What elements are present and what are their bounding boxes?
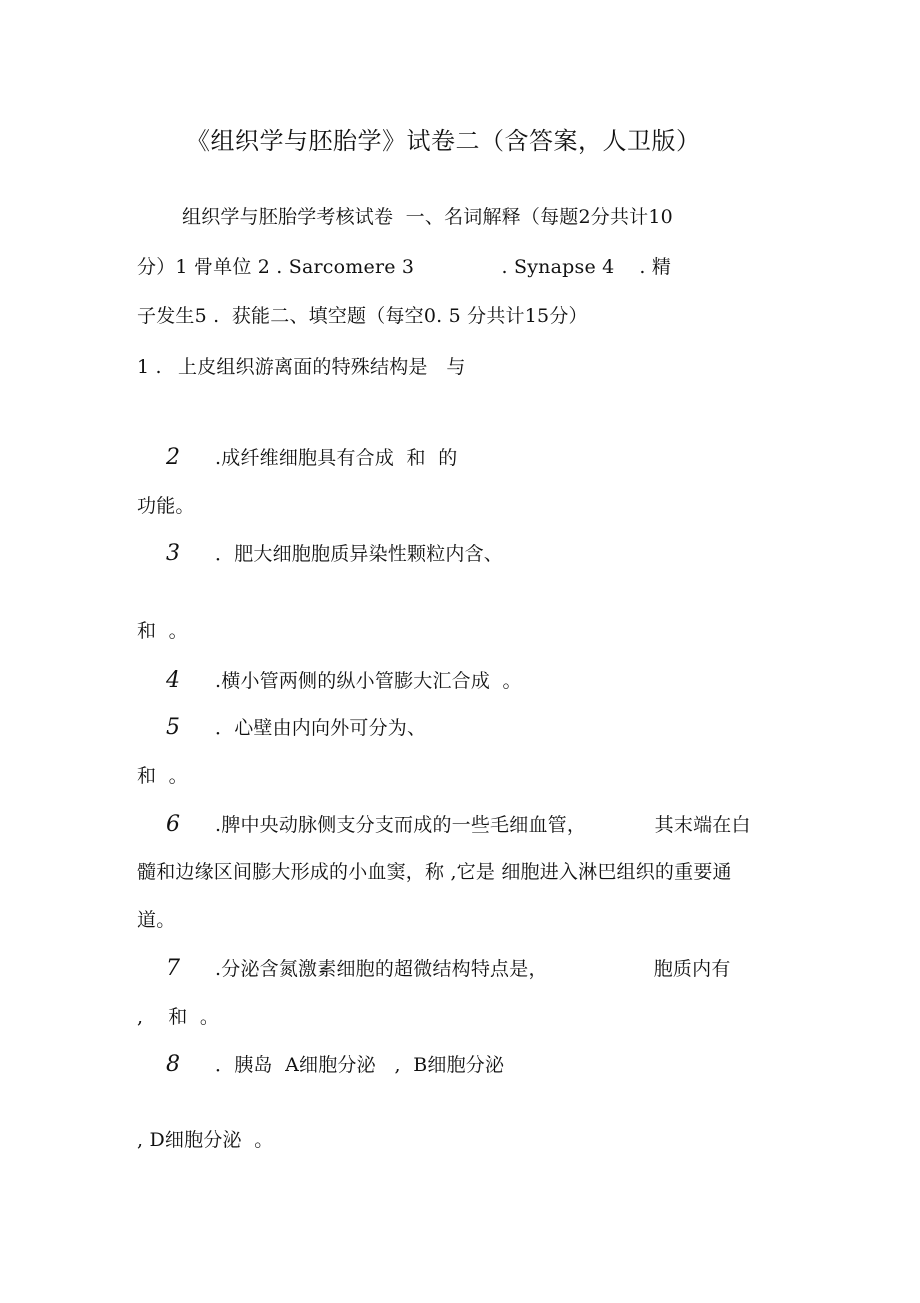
page-title: 《组织学与胚胎学》试卷二（含答案，人卫版） xyxy=(186,127,701,155)
question-6-line-2: 髓和边缘区间膨大形成的小血窦，称 ,它是 细胞进入淋巴组织的重要通 xyxy=(137,861,732,883)
question-8-line-2: , D细胞分泌 。 xyxy=(137,1129,274,1151)
question-4-number: 4 xyxy=(166,668,180,693)
question-6-number: 6 xyxy=(166,812,180,837)
question-2-number: 2 xyxy=(166,445,180,470)
question-2-line-2: 功能。 xyxy=(137,495,195,517)
question-8-line-1: ．胰岛 A细胞分泌 , B细胞分泌 xyxy=(215,1054,505,1076)
question-3-line-2: 和 。 xyxy=(137,620,188,642)
question-1-line-1: 上皮组织游离面的特殊结构是 与 xyxy=(178,356,466,378)
intro-line-3: 子发生5 . 获能二、填空题（每空0. 5 分共计15分） xyxy=(137,305,588,327)
question-5-number: 5 xyxy=(166,715,180,740)
question-6-line-3: 道。 xyxy=(137,909,176,931)
question-7-line-1: .分泌含氮激素细胞的超微结构特点是， 胞质内有 xyxy=(215,958,731,980)
question-8-number: 8 xyxy=(166,1052,180,1077)
intro-line-2: 分）1 骨单位 2 . Sarcomere 3 . Synapse 4 . 精 xyxy=(137,256,672,278)
intro-line-1: 组织学与胚胎学考核试卷 一、名词解释（每题2分共计10 xyxy=(182,206,673,228)
question-4-line-1: .横小管两侧的纵小管膨大汇合成 。 xyxy=(215,670,522,692)
question-7-line-2: , 和 。 xyxy=(137,1006,220,1028)
question-5-line-1: ．心壁由内向外可分为、 xyxy=(215,717,427,739)
question-3-line-1: ．肥大细胞胞质异染性颗粒内含、 xyxy=(215,543,504,565)
question-6-line-1: .脾中央动脉侧支分支而成的一些毛细血管， 其末端在白 xyxy=(215,814,751,836)
question-1-number: 1 . xyxy=(137,356,162,378)
question-3-number: 3 xyxy=(166,541,180,566)
question-7-number: 7 xyxy=(166,956,180,981)
question-2-line-1: .成纤维细胞具有合成 和 的 xyxy=(215,447,458,469)
question-5-line-2: 和 。 xyxy=(137,765,188,787)
